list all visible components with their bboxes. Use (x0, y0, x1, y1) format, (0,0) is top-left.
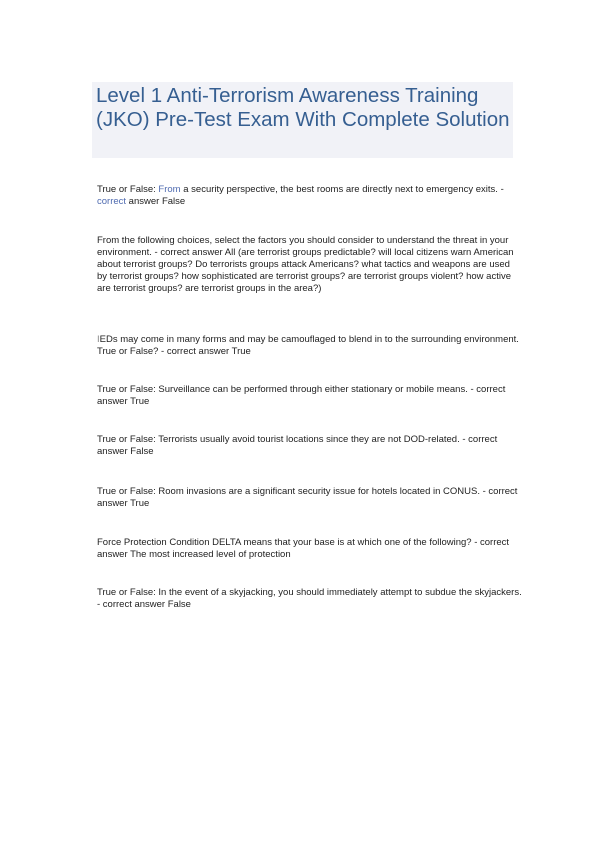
qa-item-8: True or False: In the event of a skyjacking, you should immediately attempt to subdue the skyjackers. - correct answer False (97, 587, 522, 610)
qa-1-suffix: answer False (126, 196, 186, 207)
qa-1-middle: a security perspective, the best rooms are directly next to emergency exits. - (180, 184, 504, 195)
qa-item-3 (97, 334, 522, 358)
qa-1-prefix: True or False: (97, 184, 159, 195)
qa-1-link-correct[interactable]: correct (97, 196, 127, 207)
qa-item-1 (97, 184, 522, 208)
qa-item-7: Force Protection Condition DELTA means that your base is at which one of the following? - correct answer The most increased level of protection (97, 537, 510, 560)
qa-3-text: EDs may come in many forms and may be camouflaged to blend in to the surrounding environment. True or False? - correct answer True (97, 334, 519, 357)
qa-item-5: True or False: Terrorists usually avoid tourist locations since they are not DOD-related. - correct answer False (97, 434, 498, 457)
document-title: Level 1 Anti-Terrorism Awareness Training (JKO) Pre-Test Exam With Complete Solution (96, 84, 510, 131)
qa-item-2: From the following choices, select the factors you should consider to understand the threat in your environment. - correct answer All (are terrorist groups predictable? will local citizens warn American about terrorist groups? Do terrorists groups attack Americans? what tactics and weapons are used by terrorist groups? how sophisticated are terrorist groups? are terrorist groups violent? how active are terrorist groups? are terrorist groups in the area?) (97, 235, 514, 294)
qa-item-6: True or False: Room invasions are a significant security issue for hotels located in CONUS. - correct answer True (97, 486, 518, 509)
title-block (92, 82, 513, 158)
text-cursor: I (97, 334, 100, 345)
qa-item-4: True or False: Surveillance can be performed through either stationary or mobile means. - correct answer True (97, 384, 506, 407)
qa-1-link-from[interactable]: From (158, 184, 181, 195)
